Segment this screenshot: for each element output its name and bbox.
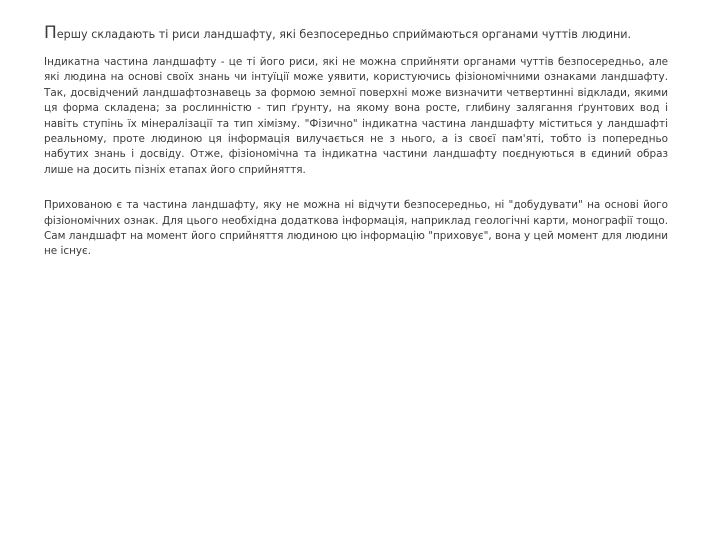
intro-line bbox=[44, 23, 668, 43]
document-page bbox=[44, 23, 668, 280]
paragraph-hidden-part: Прихованою є та частина ландшафту, яку не можна ні відчути безпосередньо, ні "добудувати" на основі його фізіономічних ознак. Для цього необхідна додаткова інформація, наприклад геологічні карти, монографії тощо. Сам ландшафт на момент його сприйняття людиною цю інформацію "приховує", вона у цей момент для людини не існує. bbox=[44, 199, 668, 258]
intro-initial-letter: П bbox=[44, 23, 57, 43]
paragraph-indicative-part: Індикатна частина ландшафту - це ті його риси, які не можна сприйняти органами чуттів безпосередньо, але які людина на основі своїх знань чи інтуїції може уявити, користуючись фізіономічними ознаками ландшафту. Так, досвідчений ландшафтознавець за формою земної поверхні може визначити четвертинні відклади, якими ця форма складена; за рослинністю - тип ґрунту, на якому вона росте, глибину залягання ґрунтових вод і навіть ступінь їх мінералізації та тип хімізму. "Фізично" індикатна частина ландшафту міститься у ландшафті реальному, проте людиною ця інформація вилучається не з нього, а із своєї пам'яті, тобто із попередньо набутих знань і досвіду. Отже, фізіономічна та індикатна частини ландшафту поєднуються в єдиний образ лише на досить пізніх етапах його сприйняття. bbox=[44, 56, 668, 176]
intro-text: ершу складають ті риси ландшафту, які безпосередньо сприймаються органами чуттів людини. bbox=[56, 28, 632, 41]
